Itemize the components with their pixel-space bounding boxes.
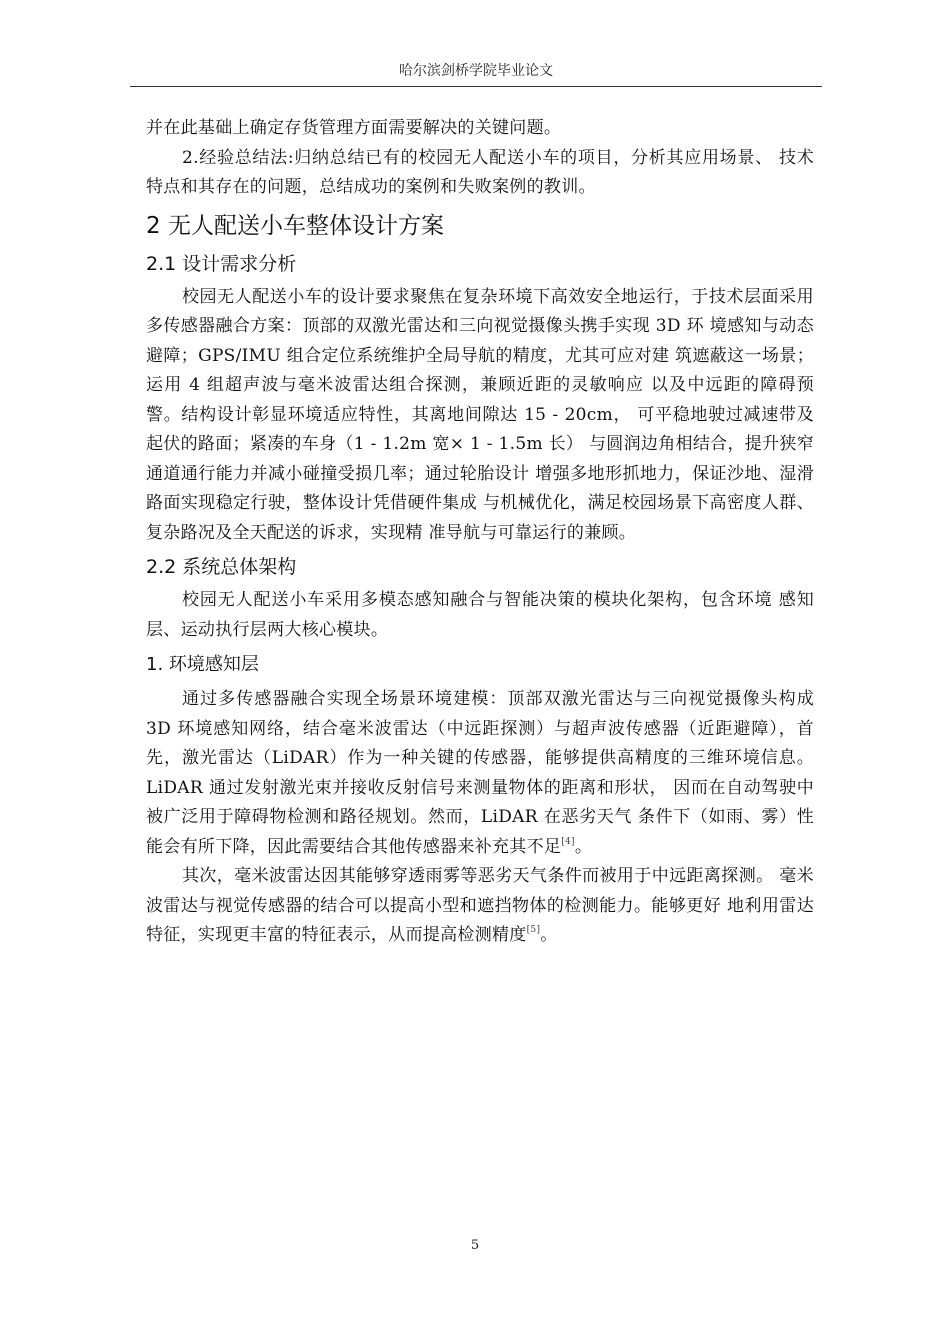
paragraph-perception-radar (146, 862, 814, 951)
section-heading-2-1: 2.1 设计需求分析 (146, 252, 297, 275)
paragraph-end: 。 (574, 836, 593, 857)
running-header: 哈尔滨剑桥学院毕业论文 (130, 62, 822, 87)
subsection-heading-perception: 1. 环境感知层 (146, 654, 259, 675)
citation-4[interactable]: [4] (561, 836, 575, 847)
paragraph-text: 通过多传感器融合实现全场景环境建模：顶部双激光雷达与三向视觉摄像头构成 3D 环境感知网络，结合毫米波雷达（中远距探测）与超声波传感器（近距避障），首先，激光雷达（LiDAR）作为一种关键的传感器，能够提供高精度的三维环境信息。LiDAR 通过发射激光束并接收反射信号来测量物体的距离和形状， 因而在自动驾驶中被广泛用于障碍物检测和路径规划。然而，LiDAR 在恶劣天气 条件下（如雨、雾）性能会有所下降，因此需要结合其他传感器来补充其不足 (146, 689, 814, 857)
citation-5[interactable]: [5] (526, 925, 541, 935)
paragraph-continued: 并在此基础上确定存货管理方面需要解决的关键问题。 (146, 118, 562, 138)
paragraph-design-requirements: 校园无人配送小车的设计要求聚焦在复杂环境下高效安全地运行，于技术层面采用多传感器融合方案：顶部的双激光雷达和三向视觉摄像头携手实现 3D 环 境感知与动态避障；GPS/IMU 组合定位系统维护全局导航的精度，尤其可应对建 筑遮蔽这一场景；运用 4 组超声波与毫米波雷达组合探测，兼顾近距的灵敏响应 以及中远距的障碍预警。结构设计彰显环境适应特性，其离地间隙达 15 - 20cm， 可平稳地驶过减速带及起伏的路面；紧凑的车身（1 - 1.2m 宽× 1 - 1.5m 长） 与圆润边角相结合，提升狭窄通道通行能力并减小碰撞受损几率；通过轮胎设计 增强多地形抓地力，保证沙地、湿滑路面实现稳定行驶，整体设计凭借硬件集成 与机械优化，满足校园场景下高密度人群、复杂路况及全天配送的诉求，实现精 准导航与可靠运行的兼顾。 (146, 286, 814, 543)
page-number: 5 (470, 1238, 480, 1253)
section-heading-2-2: 2.2 系统总体架构 (146, 556, 297, 578)
paragraph-perception-lidar (146, 685, 814, 862)
paragraph-architecture: 校园无人配送小车采用多模态感知融合与智能决策的模块化架构，包含环境 感知层、运动执行层两大核心模块。 (146, 590, 814, 640)
chapter-heading: 2 无人配送小车整体设计方案 (146, 212, 444, 239)
paragraph-text: 其次，毫米波雷达因其能够穿透雨雾等恶劣天气条件而被用于中远距离探测。 毫米波雷达与视觉传感器的结合可以提高小型和遮挡物体的检测能力。能够更好 地利用雷达特征，实现更丰富的特征表示，从而提高检测精度 (146, 866, 814, 945)
paragraph-method-2: 2.经验总结法:归纳总结已有的校园无人配送小车的项目，分析其应用场景、 技术特点和其存在的问题，总结成功的案例和失败案例的教训。 (146, 147, 814, 197)
page-body (146, 114, 814, 951)
paragraph-end: 。 (540, 925, 558, 945)
